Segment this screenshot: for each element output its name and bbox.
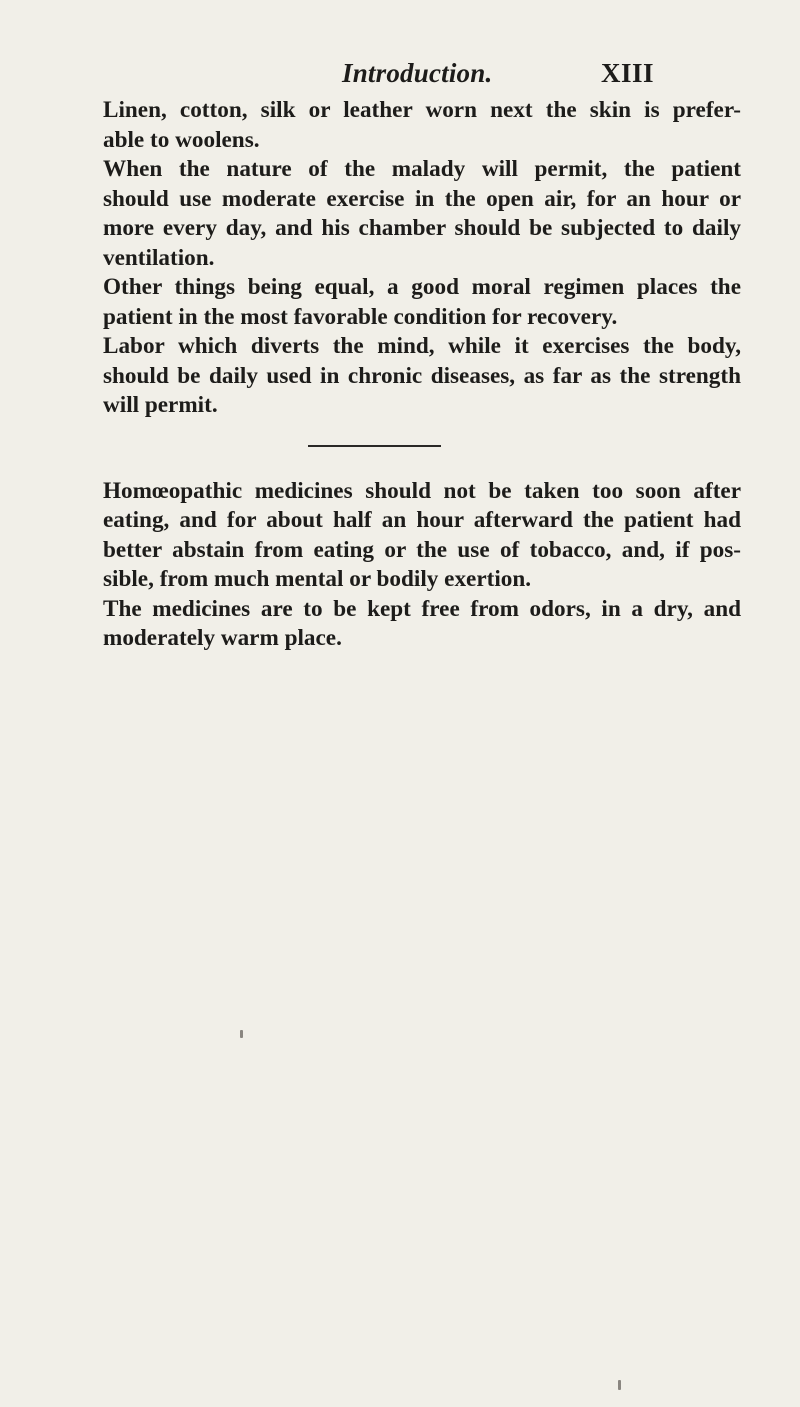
paragraph-homoeopathic xyxy=(103,477,741,595)
section-divider xyxy=(308,445,441,447)
text-line: When the nature of the malady will permit, the patient xyxy=(103,156,741,182)
text-line: better abstain from eating or the use of tobacco, and, if pos- xyxy=(103,536,741,563)
page-number: XIII xyxy=(601,58,655,88)
text-line: able to woolens. xyxy=(103,126,260,153)
text-line: patient in the most favorable condition for recovery. xyxy=(103,303,618,330)
text-line: Labor which diverts the mind, while it exercises the body, xyxy=(103,333,741,359)
paragraph-storage xyxy=(103,595,741,654)
text-line: The medicines are to be kept free from odors, in a dry, and xyxy=(103,595,741,622)
text-line: Other things being equal, a good moral regimen places the xyxy=(103,274,741,300)
text-line: more every day, and his chamber should be subjected to daily xyxy=(103,215,741,241)
text-line: should use moderate exercise in the open air, for an hour or xyxy=(103,185,741,212)
paper-speck xyxy=(618,1380,621,1390)
text-line: sible, from much mental or bodily exertion. xyxy=(103,566,532,592)
text-line: Linen, cotton, silk or leather worn next the skin is prefer- xyxy=(103,97,741,123)
text-line: eating, and for about half an hour afterward the patient had xyxy=(103,507,741,533)
text-line: moderately warm place. xyxy=(103,625,342,651)
running-head: Introduction. xyxy=(342,58,493,88)
body-text xyxy=(103,96,741,654)
paper-speck xyxy=(240,1030,243,1038)
text-line: will permit. xyxy=(103,392,218,418)
paragraph-linen xyxy=(103,96,741,155)
paragraph-moral-regimen xyxy=(103,273,741,332)
text-line: ventilation. xyxy=(103,244,215,271)
paragraph-labor xyxy=(103,332,741,421)
text-line: Homœopathic medicines should not be taken too soon after xyxy=(103,477,741,504)
page-header xyxy=(0,56,800,96)
paragraph-exercise xyxy=(103,155,741,273)
text-line: should be daily used in chronic diseases, as far as the strength xyxy=(103,362,741,389)
